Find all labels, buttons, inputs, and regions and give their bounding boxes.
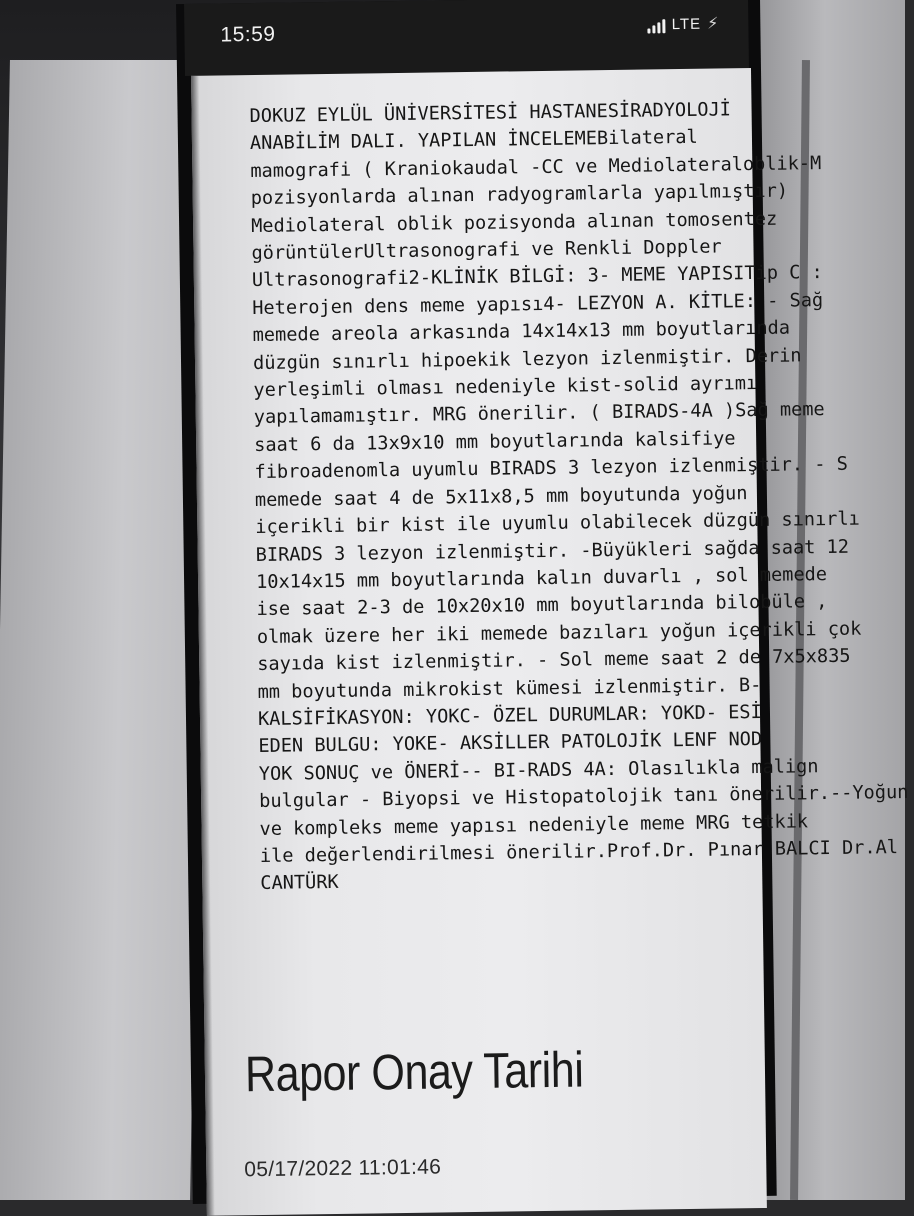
report-line: Heterojen dens meme yapısı4- LEZYON A. KİTLE: - Sağ [252,289,824,319]
report-line: ve kompleks meme yapısı nedeniyle meme MRG tetkik [259,810,809,840]
report-line: EDEN BULGU: YOKE- AKSİLLER PATOLOJİK LENF NOD [258,729,763,758]
report-line: saat 6 da 13x9x10 mm boyutlarında kalsifiye [254,428,736,456]
report-line: mm boyutunda mikrokist kümesi izlenmiştir. B- [257,674,762,703]
report-line: ise saat 2-3 de 10x20x10 mm boyutlarında bilobüle , [256,591,828,621]
report-line: yerleşimli olması nedeniyle kist-solid ayrımı [253,373,758,402]
report-line: mamografi ( Kraniokaudal -CC ve Mediolateraloblik-M [250,152,822,182]
radiology-report-text [249,96,909,898]
report-line: olmak üzere her iki memede bazıları yoğun içerikli çok [256,618,862,648]
report-line: KALSİFİKASYON: YOKC- ÖZEL DURUMLAR: YOKD- ESİ [257,701,762,730]
report-line: sayıda kist izlenmiştir. - Sol meme saat 2 de 7x5x835 [257,645,851,676]
report-line: ANABİLİM DALI. YAPILAN İNCELEMEBilateral [249,127,698,155]
charging-bolt-icon: ⚡ [707,15,719,33]
report-line: Mediolateral oblik pozisyonda alınan tomosentez [250,208,778,237]
status-indicators [648,17,719,34]
approval-date-heading: Rapor Onay Tarihi [244,1041,584,1103]
report-line: görüntülerUltrasonografi ve Renkli Doppler [251,236,722,265]
report-line: YOK SONUÇ ve ÖNERİ-- BI-RADS 4A: Olasılıkla malign [258,755,819,785]
report-line: memede areola arkasında 14x14x13 mm boyutlarında [252,317,791,347]
status-bar [184,0,749,76]
report-screen[interactable] [191,68,909,1216]
report-line: pozisyonlarda alınan radyogramlarla yapılmıştır) [250,180,789,210]
network-type-label: LTE [671,15,702,34]
report-line: ile değerlendirilmesi önerilir.Prof.Dr. Pınar BALCI Dr.Al [259,837,899,867]
report-line: yapılamamıştır. MRG önerilir. ( BIRADS-4A )Sağ meme [253,399,825,429]
report-line: CANTÜRK [260,872,339,895]
report-line: düzgün sınırlı hipoekik lezyon izlenmiştir. Derin [252,345,802,374]
phone-device [176,0,909,1204]
report-line: 10x14x15 mm boyutlarında kalın duvarlı , sol memede [255,563,828,593]
report-line: Ultrasonografi2-KLİNİK BİLGİ: 3- MEME YAPISITip C : [251,262,823,292]
status-time: 15:59 [220,22,276,47]
approval-date-value: 05/17/2022 11:01:46 [244,1155,442,1182]
report-line: fibroadenomla uyumlu BIRADS 3 lezyon izlenmiştir. - S [254,454,848,484]
report-line: içerikli bir kist ile uyumlu olabilecek düzgün sınırlı [255,508,860,539]
report-line: memede saat 4 de 5x11x8,5 mm boyutunda yoğun [254,482,748,511]
report-line: BIRADS 3 lezyon izlenmiştir. -Büyükleri sağda saat 12 [255,536,850,566]
report-line: DOKUZ EYLÜL ÜNİVERSİTESİ HASTANESİRADYOLOJİ [249,99,732,128]
cellular-signal-icon [648,17,666,33]
report-line: bulgular - Biyopsi ve Histopatolojik tanı önerilir.--Yoğun [259,782,909,813]
